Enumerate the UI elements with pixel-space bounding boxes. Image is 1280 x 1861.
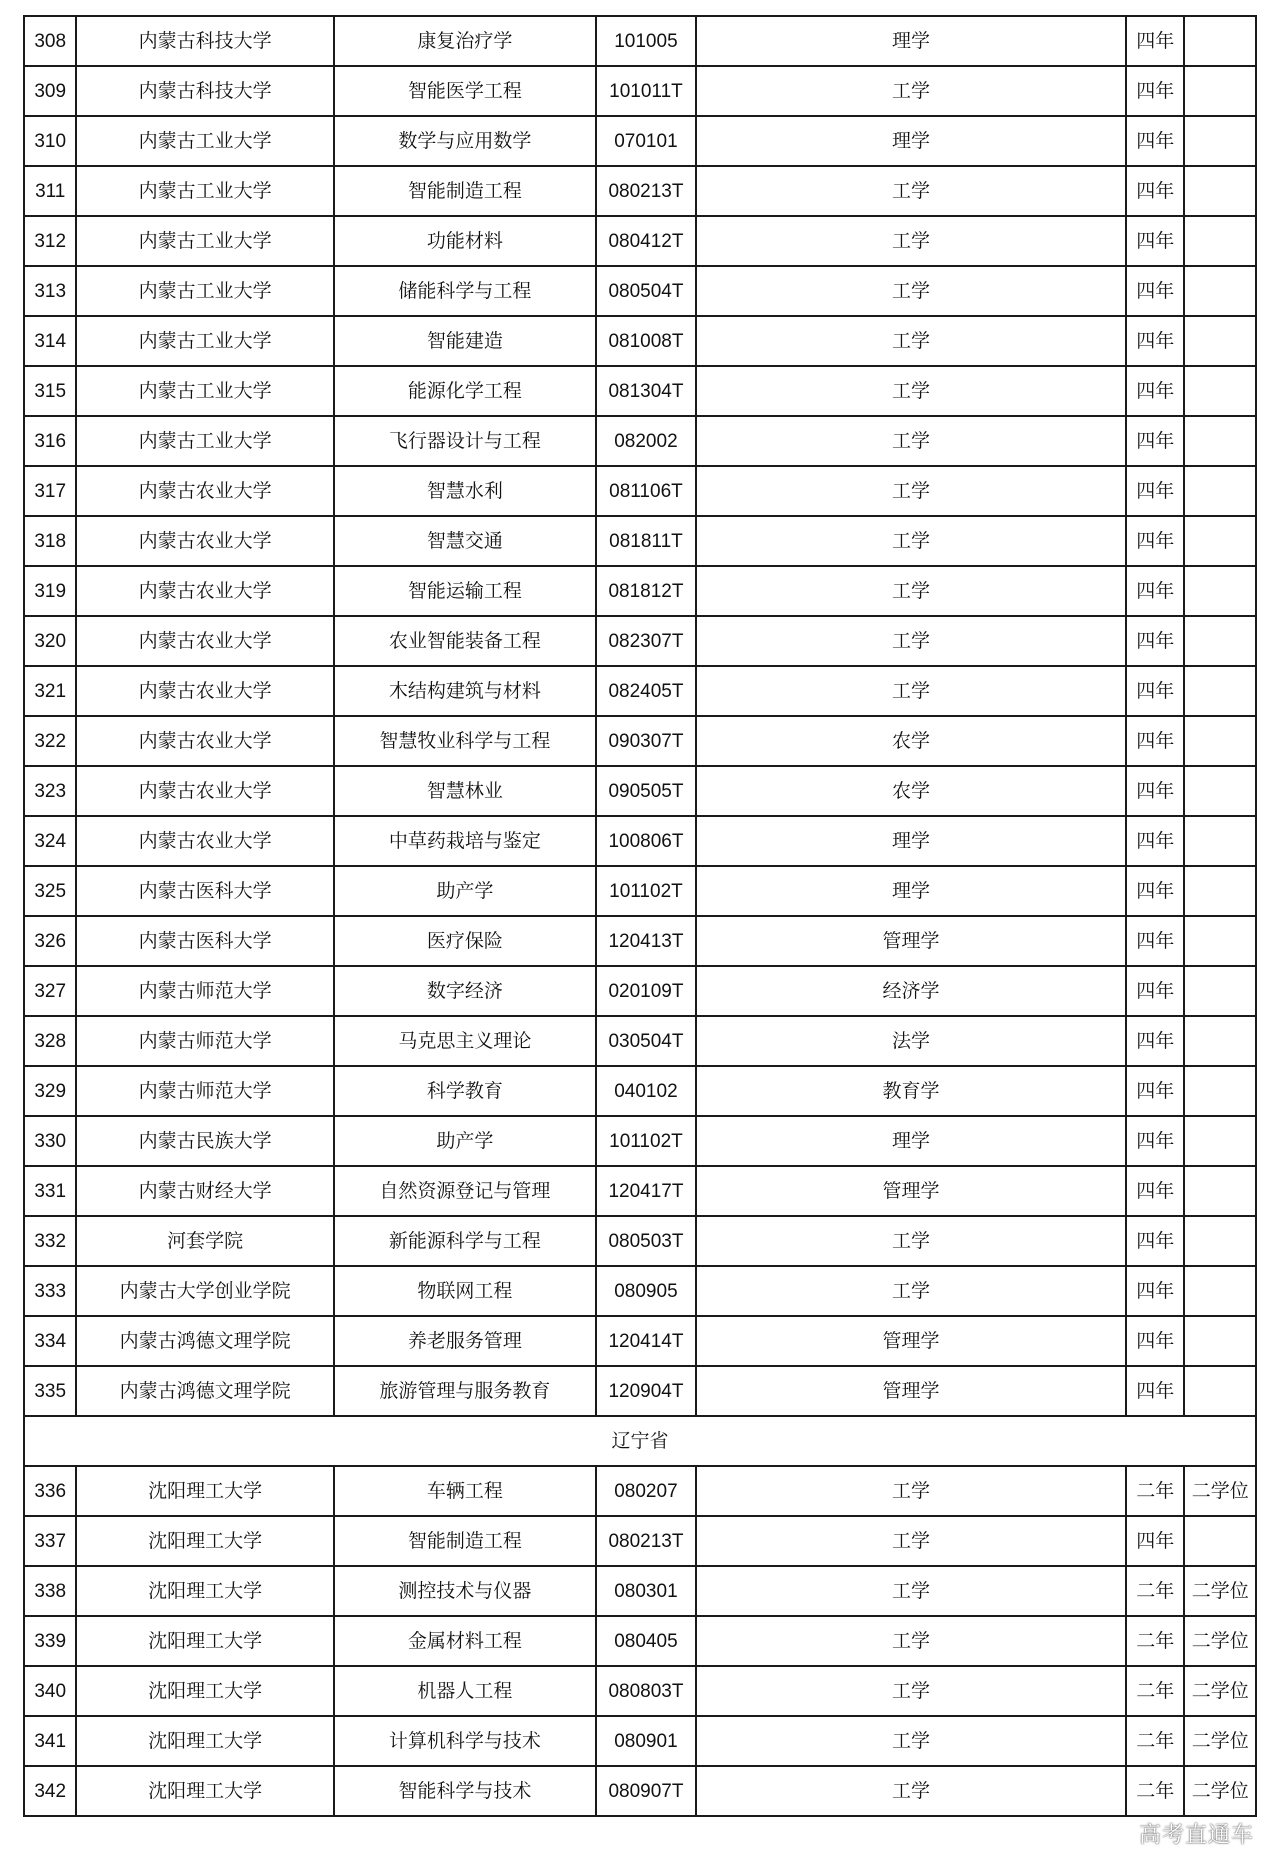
cell-major-code: 080907T	[596, 1766, 696, 1816]
cell-note	[1184, 166, 1256, 216]
cell-major-code: 080213T	[596, 166, 696, 216]
cell-school: 沈阳理工大学	[76, 1616, 333, 1666]
table-row	[24, 316, 1256, 366]
cell-discipline: 理学	[696, 816, 1126, 866]
cell-duration: 四年	[1126, 116, 1184, 166]
cell-school: 沈阳理工大学	[76, 1466, 333, 1516]
cell-duration: 四年	[1126, 466, 1184, 516]
table-row	[24, 1266, 1256, 1316]
cell-major: 智能医学工程	[334, 66, 596, 116]
cell-school: 内蒙古工业大学	[76, 316, 333, 366]
cell-number: 308	[24, 16, 76, 66]
cell-major-code: 090505T	[596, 766, 696, 816]
table-row	[24, 966, 1256, 1016]
cell-note	[1184, 1316, 1256, 1366]
cell-discipline: 管理学	[696, 1366, 1126, 1416]
cell-major: 智慧水利	[334, 466, 596, 516]
cell-major: 计算机科学与技术	[334, 1716, 596, 1766]
table-row	[24, 1166, 1256, 1216]
cell-duration: 四年	[1126, 916, 1184, 966]
cell-major-code: 040102	[596, 1066, 696, 1116]
cell-major-code: 020109T	[596, 966, 696, 1016]
cell-number: 313	[24, 266, 76, 316]
cell-note	[1184, 616, 1256, 666]
table-row	[24, 1616, 1256, 1666]
cell-major: 智慧交通	[334, 516, 596, 566]
cell-number: 330	[24, 1116, 76, 1166]
cell-school: 内蒙古科技大学	[76, 16, 333, 66]
cell-number: 341	[24, 1716, 76, 1766]
cell-discipline: 工学	[696, 1566, 1126, 1616]
cell-major-code: 101102T	[596, 1116, 696, 1166]
cell-major: 数字经济	[334, 966, 596, 1016]
cell-school: 内蒙古农业大学	[76, 816, 333, 866]
cell-discipline: 工学	[696, 516, 1126, 566]
cell-discipline: 工学	[696, 1766, 1126, 1816]
table-row	[24, 1366, 1256, 1416]
cell-major-code: 120413T	[596, 916, 696, 966]
cell-major-code: 100806T	[596, 816, 696, 866]
cell-note	[1184, 516, 1256, 566]
table-row	[24, 166, 1256, 216]
cell-major: 医疗保险	[334, 916, 596, 966]
cell-note	[1184, 1066, 1256, 1116]
cell-school: 内蒙古鸿德文理学院	[76, 1366, 333, 1416]
cell-school: 内蒙古工业大学	[76, 116, 333, 166]
cell-duration: 四年	[1126, 1016, 1184, 1066]
cell-note	[1184, 866, 1256, 916]
cell-major: 智能制造工程	[334, 166, 596, 216]
table-row	[24, 1766, 1256, 1816]
cell-duration: 四年	[1126, 16, 1184, 66]
table-row	[24, 1216, 1256, 1266]
cell-duration: 四年	[1126, 1316, 1184, 1366]
cell-school: 内蒙古鸿德文理学院	[76, 1316, 333, 1366]
cell-school: 沈阳理工大学	[76, 1566, 333, 1616]
cell-note	[1184, 1216, 1256, 1266]
cell-duration: 四年	[1126, 666, 1184, 716]
cell-major-code: 080301	[596, 1566, 696, 1616]
cell-discipline: 工学	[696, 1466, 1126, 1516]
cell-school: 内蒙古大学创业学院	[76, 1266, 333, 1316]
cell-note	[1184, 1266, 1256, 1316]
cell-school: 内蒙古财经大学	[76, 1166, 333, 1216]
cell-note	[1184, 466, 1256, 516]
cell-note: 二学位	[1184, 1616, 1256, 1666]
table-row	[24, 616, 1256, 666]
cell-school: 内蒙古农业大学	[76, 516, 333, 566]
cell-major: 能源化学工程	[334, 366, 596, 416]
cell-note	[1184, 1016, 1256, 1066]
table-row	[24, 1066, 1256, 1116]
cell-note	[1184, 566, 1256, 616]
cell-major: 智能科学与技术	[334, 1766, 596, 1816]
cell-number: 319	[24, 566, 76, 616]
cell-note	[1184, 1116, 1256, 1166]
cell-school: 内蒙古科技大学	[76, 66, 333, 116]
table-body	[24, 16, 1256, 1816]
cell-discipline: 工学	[696, 616, 1126, 666]
cell-major: 木结构建筑与材料	[334, 666, 596, 716]
cell-school: 内蒙古农业大学	[76, 616, 333, 666]
cell-duration: 四年	[1126, 1216, 1184, 1266]
cell-number: 318	[24, 516, 76, 566]
cell-major: 智能运输工程	[334, 566, 596, 616]
cell-duration: 四年	[1126, 266, 1184, 316]
table-row	[24, 266, 1256, 316]
cell-major-code: 120414T	[596, 1316, 696, 1366]
cell-duration: 四年	[1126, 1066, 1184, 1116]
cell-school: 内蒙古师范大学	[76, 1066, 333, 1116]
cell-major-code: 080405	[596, 1616, 696, 1666]
cell-major: 智能制造工程	[334, 1516, 596, 1566]
cell-discipline: 法学	[696, 1016, 1126, 1066]
table-row	[24, 1516, 1256, 1566]
cell-discipline: 工学	[696, 416, 1126, 466]
cell-major: 自然资源登记与管理	[334, 1166, 596, 1216]
cell-major-code: 082307T	[596, 616, 696, 666]
cell-number: 312	[24, 216, 76, 266]
cell-note	[1184, 666, 1256, 716]
cell-major-code: 120904T	[596, 1366, 696, 1416]
cell-duration: 四年	[1126, 716, 1184, 766]
cell-number: 325	[24, 866, 76, 916]
cell-discipline: 工学	[696, 666, 1126, 716]
cell-major: 测控技术与仪器	[334, 1566, 596, 1616]
cell-major-code: 080905	[596, 1266, 696, 1316]
cell-duration: 四年	[1126, 366, 1184, 416]
table-row	[24, 466, 1256, 516]
cell-major-code: 081304T	[596, 366, 696, 416]
cell-school: 内蒙古工业大学	[76, 166, 333, 216]
table-row	[24, 416, 1256, 466]
table-row	[24, 1566, 1256, 1616]
cell-duration: 四年	[1126, 316, 1184, 366]
cell-number: 326	[24, 916, 76, 966]
cell-major: 新能源科学与工程	[334, 1216, 596, 1266]
cell-discipline: 工学	[696, 266, 1126, 316]
cell-note	[1184, 966, 1256, 1016]
cell-note	[1184, 366, 1256, 416]
cell-major: 智慧林业	[334, 766, 596, 816]
cell-duration: 四年	[1126, 1266, 1184, 1316]
cell-note	[1184, 916, 1256, 966]
cell-discipline: 工学	[696, 1616, 1126, 1666]
cell-note: 二学位	[1184, 1466, 1256, 1516]
cell-discipline: 工学	[696, 466, 1126, 516]
cell-school: 内蒙古农业大学	[76, 716, 333, 766]
table-row	[24, 1016, 1256, 1066]
cell-note: 二学位	[1184, 1566, 1256, 1616]
cell-major: 养老服务管理	[334, 1316, 596, 1366]
cell-major-code: 101102T	[596, 866, 696, 916]
cell-note	[1184, 16, 1256, 66]
cell-school: 河套学院	[76, 1216, 333, 1266]
table-row	[24, 116, 1256, 166]
cell-school: 内蒙古工业大学	[76, 266, 333, 316]
cell-discipline: 经济学	[696, 966, 1126, 1016]
table-row	[24, 716, 1256, 766]
cell-major-code: 080901	[596, 1716, 696, 1766]
watermark-text: 高考直通车	[1138, 1823, 1254, 1848]
cell-discipline: 教育学	[696, 1066, 1126, 1116]
cell-number: 337	[24, 1516, 76, 1566]
cell-school: 内蒙古农业大学	[76, 766, 333, 816]
cell-duration: 二年	[1126, 1716, 1184, 1766]
cell-duration: 四年	[1126, 816, 1184, 866]
cell-duration: 四年	[1126, 516, 1184, 566]
cell-discipline: 工学	[696, 166, 1126, 216]
cell-number: 333	[24, 1266, 76, 1316]
cell-discipline: 管理学	[696, 1166, 1126, 1216]
cell-major: 金属材料工程	[334, 1616, 596, 1666]
cell-number: 310	[24, 116, 76, 166]
cell-note	[1184, 216, 1256, 266]
cell-note	[1184, 766, 1256, 816]
cell-duration: 四年	[1126, 616, 1184, 666]
table-row	[24, 566, 1256, 616]
table-row	[24, 1716, 1256, 1766]
cell-number: 311	[24, 166, 76, 216]
cell-discipline: 工学	[696, 1666, 1126, 1716]
cell-discipline: 理学	[696, 116, 1126, 166]
cell-major: 科学教育	[334, 1066, 596, 1116]
table-row	[24, 916, 1256, 966]
province-label: 辽宁省	[24, 1416, 1256, 1466]
cell-duration: 四年	[1126, 766, 1184, 816]
cell-major-code: 101005	[596, 16, 696, 66]
cell-duration: 四年	[1126, 416, 1184, 466]
cell-number: 320	[24, 616, 76, 666]
cell-discipline: 工学	[696, 316, 1126, 366]
cell-note	[1184, 66, 1256, 116]
table-row	[24, 816, 1256, 866]
cell-number: 332	[24, 1216, 76, 1266]
table-row	[24, 866, 1256, 916]
cell-school: 内蒙古农业大学	[76, 566, 333, 616]
cell-number: 338	[24, 1566, 76, 1616]
cell-number: 316	[24, 416, 76, 466]
cell-major: 机器人工程	[334, 1666, 596, 1716]
cell-major: 助产学	[334, 1116, 596, 1166]
cell-number: 328	[24, 1016, 76, 1066]
cell-school: 内蒙古民族大学	[76, 1116, 333, 1166]
cell-duration: 二年	[1126, 1766, 1184, 1816]
cell-note	[1184, 1516, 1256, 1566]
cell-discipline: 理学	[696, 1116, 1126, 1166]
program-table	[23, 15, 1257, 1817]
cell-duration: 二年	[1126, 1616, 1184, 1666]
cell-note	[1184, 116, 1256, 166]
cell-discipline: 工学	[696, 366, 1126, 416]
cell-major-code: 080803T	[596, 1666, 696, 1716]
cell-duration: 四年	[1126, 566, 1184, 616]
cell-number: 317	[24, 466, 76, 516]
cell-school: 内蒙古师范大学	[76, 1016, 333, 1066]
cell-school: 内蒙古农业大学	[76, 466, 333, 516]
cell-major: 智慧牧业科学与工程	[334, 716, 596, 766]
cell-duration: 四年	[1126, 166, 1184, 216]
cell-major-code: 081106T	[596, 466, 696, 516]
cell-number: 329	[24, 1066, 76, 1116]
cell-major: 飞行器设计与工程	[334, 416, 596, 466]
cell-note: 二学位	[1184, 1766, 1256, 1816]
program-table-page	[23, 15, 1257, 1846]
cell-duration: 四年	[1126, 966, 1184, 1016]
cell-note	[1184, 1166, 1256, 1216]
cell-number: 323	[24, 766, 76, 816]
cell-school: 沈阳理工大学	[76, 1716, 333, 1766]
cell-discipline: 工学	[696, 1266, 1126, 1316]
cell-school: 沈阳理工大学	[76, 1766, 333, 1816]
cell-number: 334	[24, 1316, 76, 1366]
cell-discipline: 工学	[696, 216, 1126, 266]
cell-discipline: 工学	[696, 1716, 1126, 1766]
cell-major-code: 080213T	[596, 1516, 696, 1566]
cell-major-code: 081812T	[596, 566, 696, 616]
table-row	[24, 366, 1256, 416]
cell-duration: 四年	[1126, 1366, 1184, 1416]
cell-major: 物联网工程	[334, 1266, 596, 1316]
cell-number: 314	[24, 316, 76, 366]
cell-major-code: 070101	[596, 116, 696, 166]
cell-major-code: 101011T	[596, 66, 696, 116]
cell-number: 342	[24, 1766, 76, 1816]
cell-school: 沈阳理工大学	[76, 1666, 333, 1716]
province-header-row	[24, 1416, 1256, 1466]
cell-duration: 四年	[1126, 1166, 1184, 1216]
cell-duration: 四年	[1126, 66, 1184, 116]
cell-discipline: 工学	[696, 1516, 1126, 1566]
cell-major: 农业智能装备工程	[334, 616, 596, 666]
cell-school: 内蒙古工业大学	[76, 216, 333, 266]
table-row	[24, 216, 1256, 266]
cell-discipline: 工学	[696, 566, 1126, 616]
cell-number: 322	[24, 716, 76, 766]
cell-major-code: 081811T	[596, 516, 696, 566]
cell-duration: 四年	[1126, 866, 1184, 916]
cell-note: 二学位	[1184, 1716, 1256, 1766]
cell-major: 车辆工程	[334, 1466, 596, 1516]
cell-note	[1184, 716, 1256, 766]
cell-duration: 四年	[1126, 1116, 1184, 1166]
cell-discipline: 理学	[696, 16, 1126, 66]
cell-number: 335	[24, 1366, 76, 1416]
cell-note	[1184, 316, 1256, 366]
table-row	[24, 1466, 1256, 1516]
cell-note	[1184, 1366, 1256, 1416]
cell-major: 康复治疗学	[334, 16, 596, 66]
cell-major: 旅游管理与服务教育	[334, 1366, 596, 1416]
cell-school: 内蒙古工业大学	[76, 366, 333, 416]
cell-discipline: 工学	[696, 66, 1126, 116]
table-row	[24, 1316, 1256, 1366]
cell-duration: 二年	[1126, 1666, 1184, 1716]
table-row	[24, 16, 1256, 66]
table-row	[24, 666, 1256, 716]
cell-number: 327	[24, 966, 76, 1016]
cell-number: 315	[24, 366, 76, 416]
cell-number: 340	[24, 1666, 76, 1716]
cell-major-code: 080503T	[596, 1216, 696, 1266]
cell-number: 309	[24, 66, 76, 116]
cell-duration: 四年	[1126, 216, 1184, 266]
cell-school: 内蒙古医科大学	[76, 866, 333, 916]
cell-major: 中草药栽培与鉴定	[334, 816, 596, 866]
cell-number: 339	[24, 1616, 76, 1666]
cell-discipline: 农学	[696, 716, 1126, 766]
cell-major-code: 090307T	[596, 716, 696, 766]
cell-discipline: 管理学	[696, 1316, 1126, 1366]
table-row	[24, 1666, 1256, 1716]
cell-duration: 四年	[1126, 1516, 1184, 1566]
cell-school: 内蒙古农业大学	[76, 666, 333, 716]
cell-major-code: 030504T	[596, 1016, 696, 1066]
cell-major: 助产学	[334, 866, 596, 916]
cell-number: 336	[24, 1466, 76, 1516]
cell-major: 数学与应用数学	[334, 116, 596, 166]
cell-duration: 二年	[1126, 1466, 1184, 1516]
table-row	[24, 66, 1256, 116]
cell-major-code: 081008T	[596, 316, 696, 366]
cell-note	[1184, 816, 1256, 866]
cell-major-code: 080412T	[596, 216, 696, 266]
table-row	[24, 766, 1256, 816]
cell-discipline: 理学	[696, 866, 1126, 916]
cell-major: 功能材料	[334, 216, 596, 266]
cell-school: 沈阳理工大学	[76, 1516, 333, 1566]
table-row	[24, 1116, 1256, 1166]
cell-duration: 二年	[1126, 1566, 1184, 1616]
cell-note	[1184, 416, 1256, 466]
cell-note	[1184, 266, 1256, 316]
cell-major: 智能建造	[334, 316, 596, 366]
cell-school: 内蒙古工业大学	[76, 416, 333, 466]
cell-school: 内蒙古医科大学	[76, 916, 333, 966]
table-row	[24, 516, 1256, 566]
cell-major: 储能科学与工程	[334, 266, 596, 316]
cell-number: 324	[24, 816, 76, 866]
cell-discipline: 农学	[696, 766, 1126, 816]
cell-discipline: 管理学	[696, 916, 1126, 966]
cell-number: 331	[24, 1166, 76, 1216]
cell-major-code: 082002	[596, 416, 696, 466]
cell-school: 内蒙古师范大学	[76, 966, 333, 1016]
cell-note: 二学位	[1184, 1666, 1256, 1716]
cell-discipline: 工学	[696, 1216, 1126, 1266]
cell-major: 马克思主义理论	[334, 1016, 596, 1066]
cell-major-code: 080504T	[596, 266, 696, 316]
cell-number: 321	[24, 666, 76, 716]
cell-major-code: 082405T	[596, 666, 696, 716]
cell-major-code: 120417T	[596, 1166, 696, 1216]
cell-major-code: 080207	[596, 1466, 696, 1516]
